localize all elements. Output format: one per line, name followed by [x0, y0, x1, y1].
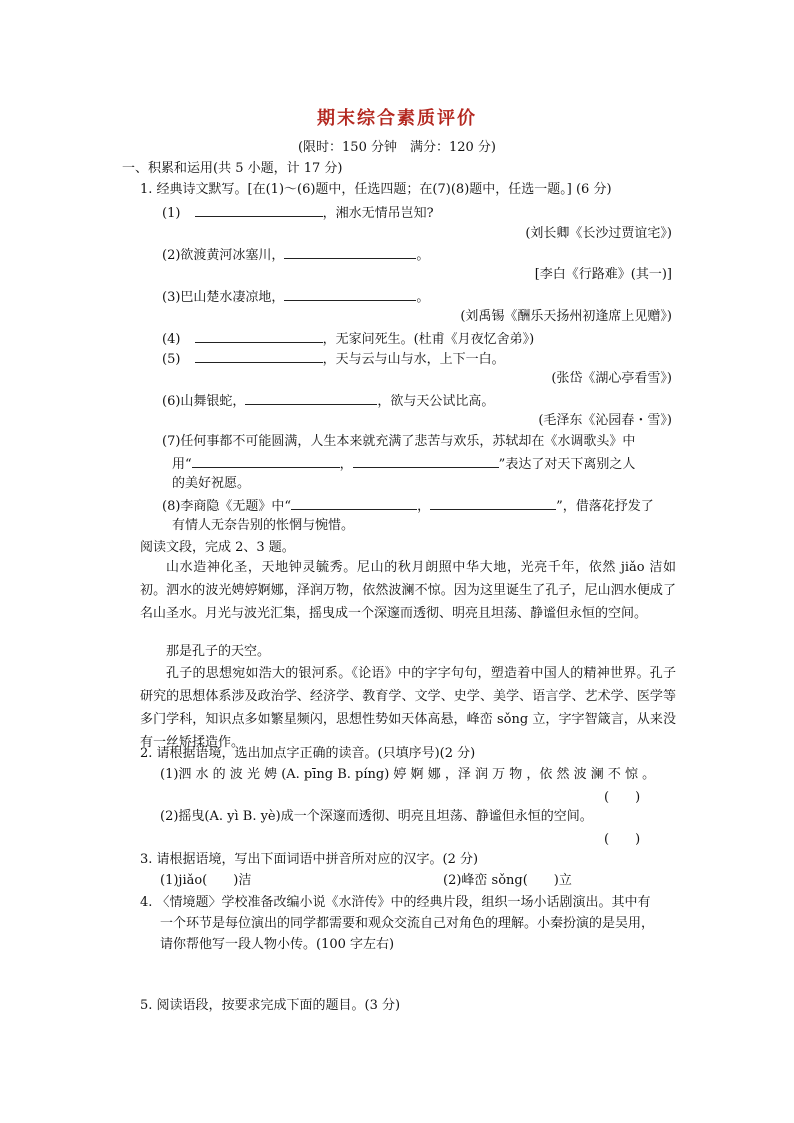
q1-item-8-line1: [162, 495, 654, 517]
q5-stem: 5. 阅读语段，按要求完成下面的题目。(3 分): [140, 998, 401, 1013]
item-text: (2)欲渡黄河冰塞川，: [162, 248, 285, 263]
answer-blank[interactable]: [430, 495, 556, 510]
q1-stem: 1. 经典诗文默写。[在(1)～(6)题中，任选四题；在(7)(8)题中，任选一题。] (6 分): [140, 182, 612, 197]
answer-blank[interactable]: [284, 244, 416, 259]
item-number: (5): [162, 352, 181, 367]
item-end: 。: [416, 290, 430, 305]
answer-blank[interactable]: [353, 453, 499, 468]
q3-sub-2[interactable]: (2)峰峦 sǒng( )立: [443, 873, 572, 888]
q2-answer-2[interactable]: ( ): [604, 832, 641, 847]
answer-blank[interactable]: [245, 390, 377, 405]
q1-item-6-source: (毛泽东《沁园春・雪》): [538, 413, 672, 428]
item-text: ，无家问死生。(杜甫《月夜忆舍弟》): [322, 332, 535, 347]
item-text: ，湘水无情吊岂知?: [322, 206, 434, 221]
reading-intro: 阅读文段，完成 2、3 题。: [140, 540, 295, 555]
item-text: (6)山舞银蛇，: [162, 394, 246, 409]
passage-paragraph-3: 孔子的思想宛如浩大的银河系。《论语》中的字字句句，塑造着中国人的精神世界。孔子研究的思想体系涉及政治学、经济学、教育学、文学、史学、美学、语言学、艺术学、医学等多门学科，知识点多如繁星频闪，思想性势如天体高悬，峰峦 sǒng 立，字字智箴言，从来没有一丝矫揉造作。: [140, 666, 676, 750]
q1-item-5: [162, 348, 505, 370]
answer-blank[interactable]: [195, 328, 323, 343]
item-number: (4): [162, 332, 181, 347]
q1-item-6: [162, 390, 494, 412]
item-number: (1): [162, 206, 181, 221]
q2-sub-1: (1)泗 水 的 波 光 娉 (A. pīng B. píng) 婷 婀 娜 ，泽 润 万 物 ，依 然 波 澜 不 惊 。: [160, 767, 656, 782]
q3-sub-1[interactable]: (1)jiǎo( )洁: [160, 873, 252, 888]
answer-blank[interactable]: [192, 453, 340, 468]
q4-line3: 请你帮他写一段人物小传。(100 字左右): [160, 937, 395, 952]
item-text: ，: [417, 499, 431, 514]
q1-item-7-line1: (7)任何事都不可能圆满，人生本来就充满了悲苦与欢乐，苏轼却在《水调歌头》中: [162, 434, 636, 449]
q1-item-5-source: (张岱《湖心亭看雪》): [551, 371, 672, 386]
q1-item-8-line2: 有情人无奈告别的怅惘与惋惜。: [172, 518, 355, 533]
q1-item-2: [162, 244, 429, 266]
q1-item-7-line3: 的美好祝愿。: [172, 476, 251, 491]
q1-item-2-source: [李白《行路难》(其一)]: [534, 267, 672, 282]
item-text: (8)李商隐《无题》中“: [162, 499, 292, 514]
item-text: ，: [339, 457, 353, 472]
time-limit-info: (限时：150 分钟 满分：120 分): [297, 140, 497, 155]
item-end: 。: [416, 248, 430, 263]
q1-item-4: [162, 328, 534, 350]
item-text: (3)巴山楚水凄凉地，: [162, 290, 285, 305]
q2-stem: 2. 请根据语境，选出加点字正确的读音。(只填序号)(2 分): [140, 746, 476, 761]
section-heading: 一、积累和运用(共 5 小题，计 17 分): [122, 161, 343, 176]
item-text: ，天与云与山与水，上下一白。: [322, 352, 505, 367]
item-end: ，欲与天公试比高。: [377, 394, 495, 409]
q1-item-3-source: (刘禹锡《酬乐天扬州初逢席上见赠》): [460, 309, 672, 324]
answer-blank[interactable]: [195, 348, 323, 363]
passage-paragraph-1: 山水造神化圣，天地钟灵毓秀。尼山的秋月朗照中华大地，光亮千年，依然 jiǎo 洁如初。泗水的波光娉婷婀娜，泽润万物，依然波澜不惊。因为这里诞生了孔子，尼山泗水便成了名山圣水。月光与波光汇集，摇曳成一个深邃而透彻、明亮且坦荡、静谧但永恒的空间。: [140, 560, 676, 621]
item-text: 用“: [172, 457, 192, 472]
q1-item-3: [162, 286, 429, 308]
item-text: ”，借落花抒发了: [556, 499, 654, 514]
answer-blank[interactable]: [284, 286, 416, 301]
item-text: ”表达了对天下离别之人: [498, 457, 636, 472]
q1-item-1-source: (刘长卿《长沙过贾谊宅》): [525, 226, 672, 241]
q4-line1: 4. 〈情境题〉学校准备改编小说《水浒传》中的经典片段，组织一场小话剧演出。其中有: [140, 895, 651, 910]
answer-blank[interactable]: [291, 495, 417, 510]
q3-stem: 3. 请根据语境，写出下面词语中拼音所对应的汉字。(2 分): [140, 852, 479, 867]
q4-line2: 一个环节是每位演出的同学都需要和观众交流自己对角色的理解。小秦扮演的是吴用，: [160, 916, 655, 931]
q2-sub-2: (2)摇曳(A. yì B. yè)成一个深邃而透彻、明亮且坦荡、静谧但永恒的空间。: [160, 809, 593, 824]
q1-item-7-line2: [172, 453, 635, 475]
answer-blank[interactable]: [195, 202, 323, 217]
q2-answer-1[interactable]: ( ): [604, 790, 641, 805]
passage-paragraph-2: 那是孔子的天空。: [166, 644, 271, 659]
q1-item-1: [162, 202, 434, 224]
page-title: 期末综合素质评价: [317, 108, 477, 129]
